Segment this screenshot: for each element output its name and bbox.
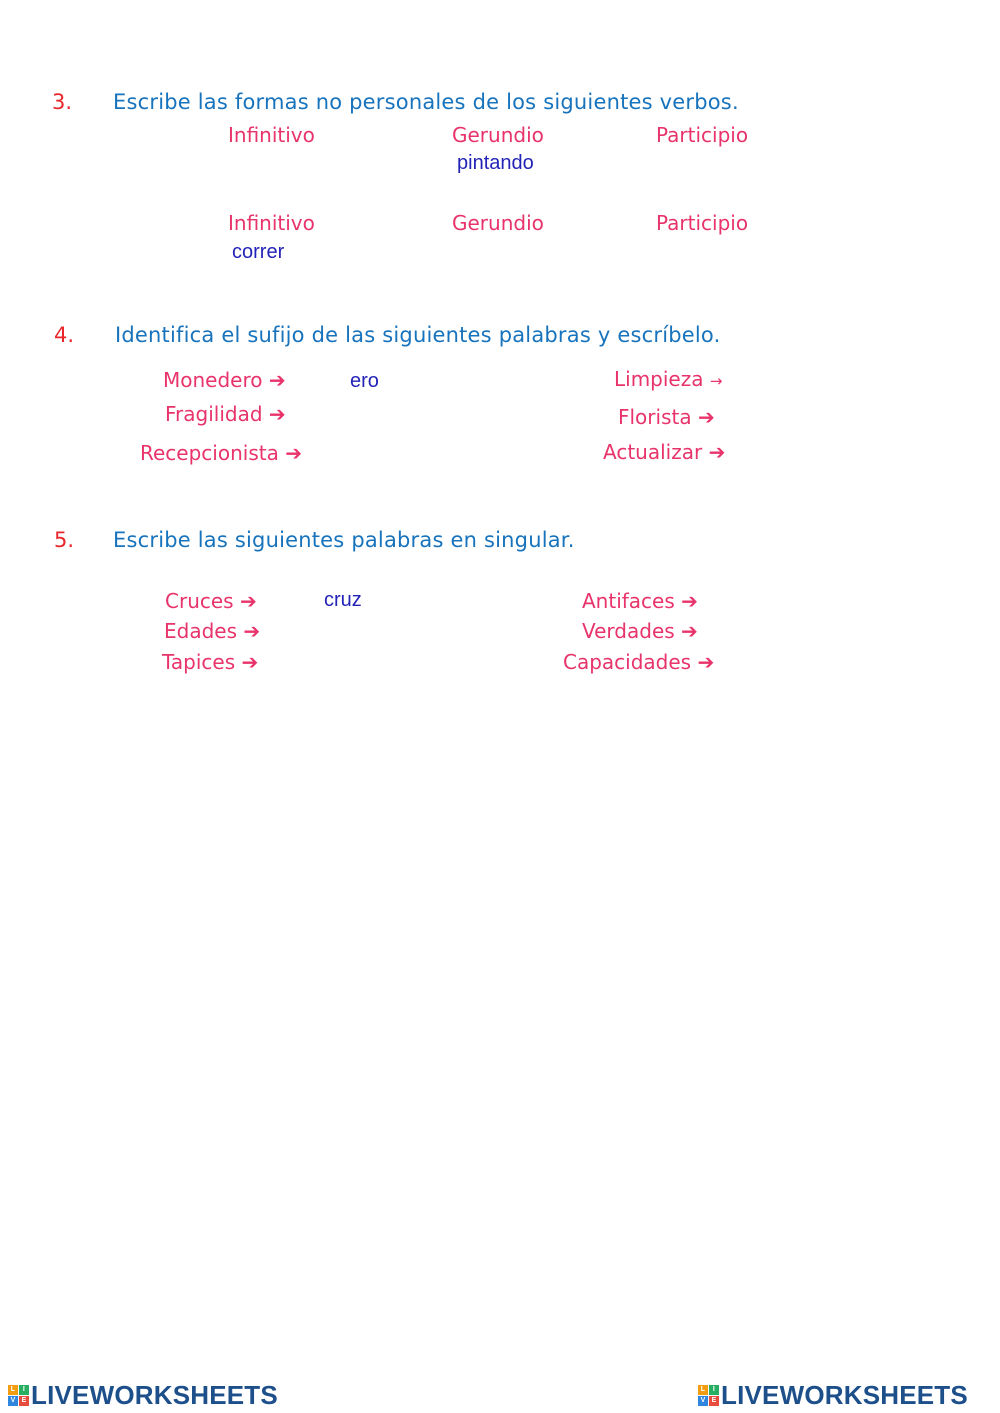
word-label: Recepcionista [140, 441, 279, 465]
word-label: Antifaces [582, 589, 675, 613]
word-actualizar [603, 440, 725, 464]
word-capacidades [563, 650, 714, 674]
section5-instruction: Escribe las siguientes palabras en singular. [113, 528, 575, 552]
header-infinitivo-2: Infinitivo [228, 211, 315, 235]
logo-letter: V [698, 1396, 708, 1406]
arrow-right-icon: ➔ [268, 368, 286, 392]
arrow-right-icon: ➔ [285, 441, 302, 465]
word-label: Capacidades [563, 650, 692, 674]
liveworksheets-logo-left [8, 1380, 278, 1410]
word-limpieza [614, 367, 722, 391]
logo-icon [698, 1385, 719, 1406]
answer-monedero[interactable]: ero [350, 370, 379, 392]
header-gerundio-2: Gerundio [452, 211, 544, 235]
word-fragilidad [165, 402, 286, 426]
arrow-right-icon: → [709, 372, 723, 390]
answer-cruces[interactable]: cruz [324, 589, 362, 611]
arrow-right-icon: ➔ [697, 650, 715, 674]
arrow-right-icon: ➔ [268, 402, 286, 426]
arrow-right-icon: ➔ [681, 619, 698, 643]
logo-letter: E [709, 1396, 719, 1406]
arrow-right-icon: ➔ [697, 405, 715, 429]
word-label: Limpieza [614, 367, 704, 391]
logo-letter: I [19, 1385, 29, 1395]
header-participio-1: Participio [656, 123, 749, 147]
header-infinitivo-1: Infinitivo [228, 123, 315, 147]
word-cruces [165, 589, 257, 613]
word-florista [618, 405, 715, 429]
section3-instruction: Escribe las formas no personales de los siguientes verbos. [113, 90, 739, 114]
word-label: Monedero [163, 368, 263, 392]
liveworksheets-logo-right [698, 1380, 968, 1410]
header-participio-2: Participio [656, 211, 749, 235]
word-label: Cruces [165, 589, 234, 613]
word-label: Verdades [582, 619, 675, 643]
brand-name: LIVEWORKSHEETS [721, 1379, 968, 1410]
section4-number: 4. [54, 323, 75, 347]
section4-instruction: Identifica el sufijo de las siguientes palabras y escríbelo. [115, 323, 721, 347]
arrow-right-icon: ➔ [681, 589, 698, 613]
word-label: Florista [618, 405, 692, 429]
word-edades [164, 619, 260, 643]
logo-letter: E [19, 1396, 29, 1406]
arrow-right-icon: ➔ [708, 440, 726, 464]
word-recepcionista [140, 441, 302, 465]
word-antifaces [582, 589, 698, 613]
logo-letter: L [698, 1385, 708, 1395]
word-label: Fragilidad [165, 402, 263, 426]
section5-number: 5. [54, 528, 75, 552]
answer-gerundio-1[interactable]: pintando [457, 152, 534, 174]
word-tapices [162, 650, 258, 674]
arrow-right-icon: ➔ [239, 589, 257, 613]
arrow-right-icon: ➔ [241, 650, 259, 674]
word-label: Edades [164, 619, 238, 643]
arrow-right-icon: ➔ [243, 619, 261, 643]
logo-letter: V [8, 1396, 18, 1406]
logo-letter: L [8, 1385, 18, 1395]
logo-letter: I [709, 1385, 719, 1395]
brand-name: LIVEWORKSHEETS [31, 1379, 278, 1410]
logo-icon [8, 1385, 29, 1406]
word-monedero [163, 368, 286, 392]
word-verdades [582, 619, 698, 643]
word-label: Actualizar [603, 440, 703, 464]
answer-infinitivo-2[interactable]: correr [232, 241, 285, 263]
word-label: Tapices [162, 650, 236, 674]
section3-number: 3. [52, 90, 73, 114]
header-gerundio-1: Gerundio [452, 123, 544, 147]
